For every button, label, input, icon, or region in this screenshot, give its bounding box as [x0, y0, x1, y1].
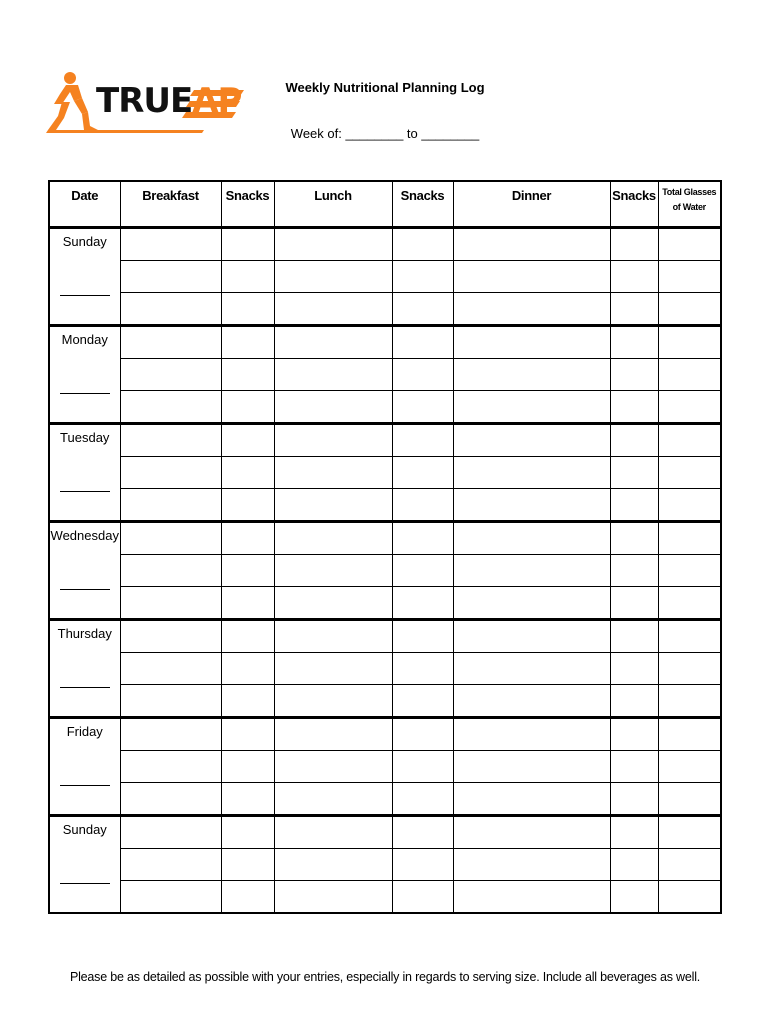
snacks-cell[interactable] [221, 620, 274, 653]
lunch-cell[interactable] [274, 391, 392, 424]
water-cell[interactable] [658, 783, 721, 816]
snacks-cell[interactable] [610, 293, 658, 326]
date-blank-line [60, 785, 110, 786]
water-cell[interactable] [658, 424, 721, 457]
date-blank-line [60, 491, 110, 492]
lunch-cell[interactable] [274, 228, 392, 261]
breakfast-cell[interactable] [120, 293, 221, 326]
dinner-cell[interactable] [453, 718, 610, 751]
breakfast-cell[interactable] [120, 881, 221, 914]
lunch-cell[interactable] [274, 587, 392, 620]
breakfast-cell[interactable] [120, 751, 221, 783]
day-label: Wednesday [50, 528, 119, 543]
logo-text-dark: TRUE [96, 81, 193, 121]
snacks-cell[interactable] [610, 849, 658, 881]
col-lunch: Lunch [274, 181, 392, 228]
snacks-cell[interactable] [610, 685, 658, 718]
col-breakfast: Breakfast [120, 181, 221, 228]
date-cell[interactable] [49, 228, 120, 326]
breakfast-cell[interactable] [120, 391, 221, 424]
lunch-cell[interactable] [274, 751, 392, 783]
footnote: Please be as detailed as possible with your entries, especially in regards to serving size. Include all beverages as well. [69, 970, 701, 984]
table-row [49, 816, 721, 849]
snacks-cell[interactable] [221, 261, 274, 293]
snacks-cell[interactable] [221, 293, 274, 326]
dinner-cell[interactable] [453, 685, 610, 718]
dinner-cell[interactable] [453, 424, 610, 457]
snacks-cell[interactable] [392, 391, 453, 424]
breakfast-cell[interactable] [120, 718, 221, 751]
snacks-cell[interactable] [392, 653, 453, 685]
lunch-cell[interactable] [274, 457, 392, 489]
breakfast-cell[interactable] [120, 424, 221, 457]
nutrition-log-table [48, 180, 722, 914]
logo-text-orange: AP [192, 81, 242, 121]
dinner-cell[interactable] [453, 620, 610, 653]
day-label: Tuesday [60, 430, 110, 445]
water-cell[interactable] [658, 718, 721, 751]
dinner-cell[interactable] [453, 849, 610, 881]
snacks-cell[interactable] [392, 718, 453, 751]
snacks-cell[interactable] [610, 391, 658, 424]
day-label: Thursday [57, 626, 112, 641]
lunch-cell[interactable] [274, 620, 392, 653]
col-dinner: Dinner [453, 181, 610, 228]
breakfast-cell[interactable] [120, 587, 221, 620]
week-of-line: Week of: ________ to ________ [290, 126, 480, 141]
breakfast-cell[interactable] [120, 489, 221, 522]
snacks-cell[interactable] [610, 359, 658, 391]
table-row [49, 653, 721, 685]
water-cell[interactable] [658, 489, 721, 522]
breakfast-cell[interactable] [120, 783, 221, 816]
table-row [49, 326, 721, 359]
dinner-cell[interactable] [453, 293, 610, 326]
snacks-cell[interactable] [610, 555, 658, 587]
breakfast-cell[interactable] [120, 261, 221, 293]
table-row [49, 620, 721, 653]
snacks-cell[interactable] [221, 326, 274, 359]
header-row [49, 181, 721, 228]
water-cell[interactable] [658, 359, 721, 391]
snacks-cell[interactable] [392, 522, 453, 555]
lunch-cell[interactable] [274, 293, 392, 326]
snacks-cell[interactable] [610, 326, 658, 359]
snacks-cell[interactable] [392, 228, 453, 261]
snacks-cell[interactable] [221, 881, 274, 914]
table-row [49, 359, 721, 391]
dinner-cell[interactable] [453, 359, 610, 391]
date-cell[interactable] [49, 718, 120, 816]
snacks-cell[interactable] [221, 522, 274, 555]
snacks-cell[interactable] [392, 457, 453, 489]
logo-wordmark [96, 81, 241, 121]
snacks-cell[interactable] [221, 359, 274, 391]
lunch-cell[interactable] [274, 718, 392, 751]
dinner-cell[interactable] [453, 751, 610, 783]
lunch-cell[interactable] [274, 783, 392, 816]
snacks-cell[interactable] [392, 261, 453, 293]
snacks-cell[interactable] [392, 326, 453, 359]
snacks-cell[interactable] [392, 751, 453, 783]
breakfast-cell[interactable] [120, 653, 221, 685]
date-cell[interactable] [49, 522, 120, 620]
snacks-cell[interactable] [610, 424, 658, 457]
dinner-cell[interactable] [453, 881, 610, 914]
breakfast-cell[interactable] [120, 620, 221, 653]
lunch-cell[interactable] [274, 261, 392, 293]
date-cell[interactable] [49, 424, 120, 522]
snacks-cell[interactable] [392, 816, 453, 849]
table-row [49, 522, 721, 555]
snacks-cell[interactable] [392, 587, 453, 620]
col-snacks-2: Snacks [392, 181, 453, 228]
breakfast-cell[interactable] [120, 849, 221, 881]
snacks-cell[interactable] [392, 783, 453, 816]
lunch-cell[interactable] [274, 816, 392, 849]
snacks-cell[interactable] [610, 457, 658, 489]
snacks-cell[interactable] [392, 685, 453, 718]
lunch-cell[interactable] [274, 424, 392, 457]
lunch-cell[interactable] [274, 359, 392, 391]
lunch-cell[interactable] [274, 849, 392, 881]
lunch-cell[interactable] [274, 685, 392, 718]
dinner-cell[interactable] [453, 391, 610, 424]
snacks-cell[interactable] [392, 489, 453, 522]
dinner-cell[interactable] [453, 587, 610, 620]
snacks-cell[interactable] [392, 555, 453, 587]
snacks-cell[interactable] [221, 685, 274, 718]
table-row [49, 751, 721, 783]
water-cell[interactable] [658, 816, 721, 849]
date-cell[interactable] [49, 816, 120, 914]
water-cell[interactable] [658, 751, 721, 783]
lunch-cell[interactable] [274, 881, 392, 914]
water-cell[interactable] [658, 326, 721, 359]
snacks-cell[interactable] [392, 620, 453, 653]
dinner-cell[interactable] [453, 326, 610, 359]
date-blank-line [60, 393, 110, 394]
dinner-cell[interactable] [453, 489, 610, 522]
snacks-cell[interactable] [221, 751, 274, 783]
snacks-cell[interactable] [221, 424, 274, 457]
snacks-cell[interactable] [392, 881, 453, 914]
snacks-cell[interactable] [610, 751, 658, 783]
col-date: Date [49, 181, 120, 228]
breakfast-cell[interactable] [120, 522, 221, 555]
date-cell[interactable] [49, 326, 120, 424]
snacks-cell[interactable] [221, 391, 274, 424]
snacks-cell[interactable] [221, 555, 274, 587]
breakfast-cell[interactable] [120, 555, 221, 587]
snacks-cell[interactable] [610, 816, 658, 849]
table-row [49, 685, 721, 718]
water-cell[interactable] [658, 653, 721, 685]
lunch-cell[interactable] [274, 653, 392, 685]
snacks-cell[interactable] [221, 457, 274, 489]
col-snacks-3: Snacks [610, 181, 658, 228]
snacks-cell[interactable] [221, 653, 274, 685]
date-blank-line [60, 883, 110, 884]
breakfast-cell[interactable] [120, 228, 221, 261]
water-cell[interactable] [658, 881, 721, 914]
dinner-cell[interactable] [453, 261, 610, 293]
table-row [49, 228, 721, 261]
water-cell[interactable] [658, 228, 721, 261]
water-cell[interactable] [658, 555, 721, 587]
snacks-cell[interactable] [610, 261, 658, 293]
table-row [49, 718, 721, 751]
water-cell[interactable] [658, 457, 721, 489]
snacks-cell[interactable] [221, 816, 274, 849]
date-blank-line [60, 295, 110, 296]
snacks-cell[interactable] [221, 783, 274, 816]
breakfast-cell[interactable] [120, 326, 221, 359]
table-row [49, 293, 721, 326]
dinner-cell[interactable] [453, 457, 610, 489]
date-blank-line [60, 687, 110, 688]
dinner-cell[interactable] [453, 555, 610, 587]
snacks-cell[interactable] [392, 359, 453, 391]
day-label: Sunday [62, 822, 107, 837]
dinner-cell[interactable] [453, 653, 610, 685]
dinner-cell[interactable] [453, 228, 610, 261]
table-row [49, 489, 721, 522]
water-cell[interactable] [658, 587, 721, 620]
table-row [49, 555, 721, 587]
snacks-cell[interactable] [221, 849, 274, 881]
snacks-cell[interactable] [392, 849, 453, 881]
day-label: Friday [66, 724, 103, 739]
day-label: Sunday [62, 234, 107, 249]
date-blank-line [60, 589, 110, 590]
water-cell[interactable] [658, 620, 721, 653]
col-water: Total Glasses of Water [658, 181, 721, 228]
lunch-cell[interactable] [274, 326, 392, 359]
table-row [49, 391, 721, 424]
snacks-cell[interactable] [221, 228, 274, 261]
snacks-cell[interactable] [221, 489, 274, 522]
page-title: Weekly Nutritional Planning Log [285, 80, 485, 95]
table-row [49, 457, 721, 489]
water-cell[interactable] [658, 293, 721, 326]
snacks-cell[interactable] [392, 424, 453, 457]
lunch-cell[interactable] [274, 555, 392, 587]
snacks-cell[interactable] [610, 653, 658, 685]
snacks-cell[interactable] [610, 228, 658, 261]
lunch-cell[interactable] [274, 489, 392, 522]
col-snacks-1: Snacks [221, 181, 274, 228]
dinner-cell[interactable] [453, 522, 610, 555]
dinner-cell[interactable] [453, 816, 610, 849]
water-cell[interactable] [658, 849, 721, 881]
snacks-cell[interactable] [221, 718, 274, 751]
dinner-cell[interactable] [453, 783, 610, 816]
snacks-cell[interactable] [392, 293, 453, 326]
breakfast-cell[interactable] [120, 816, 221, 849]
table-row [49, 849, 721, 881]
table-row [49, 783, 721, 816]
water-cell[interactable] [658, 685, 721, 718]
snacks-cell[interactable] [610, 718, 658, 751]
date-cell[interactable] [49, 620, 120, 718]
water-cell[interactable] [658, 261, 721, 293]
snacks-cell[interactable] [610, 783, 658, 816]
breakfast-cell[interactable] [120, 685, 221, 718]
snacks-cell[interactable] [610, 881, 658, 914]
table-row [49, 261, 721, 293]
day-label: Monday [61, 332, 108, 347]
snacks-cell[interactable] [610, 587, 658, 620]
breakfast-cell[interactable] [120, 359, 221, 391]
breakfast-cell[interactable] [120, 457, 221, 489]
water-cell[interactable] [658, 391, 721, 424]
snacks-cell[interactable] [221, 587, 274, 620]
snacks-cell[interactable] [610, 489, 658, 522]
table-row [49, 587, 721, 620]
lunch-cell[interactable] [274, 522, 392, 555]
table-row [49, 881, 721, 914]
table-row [49, 424, 721, 457]
snacks-cell[interactable] [610, 620, 658, 653]
snacks-cell[interactable] [610, 522, 658, 555]
water-cell[interactable] [658, 522, 721, 555]
